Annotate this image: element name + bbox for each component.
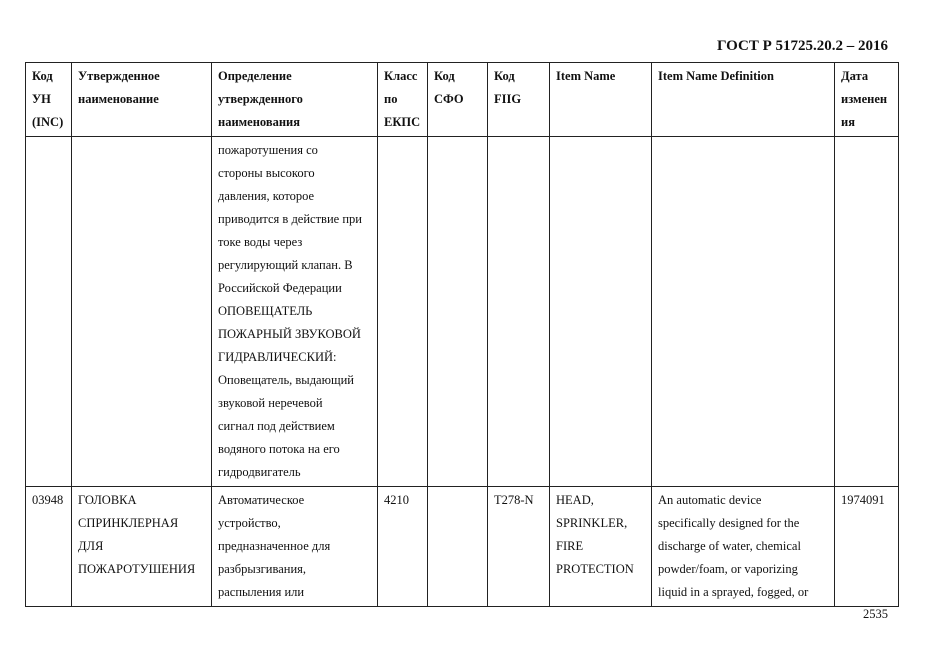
standard-designation: ГОСТ Р 51725.20.2 – 2016 bbox=[716, 38, 888, 54]
table-row bbox=[26, 487, 899, 607]
cell-empty bbox=[72, 137, 212, 487]
header-fiig: Код FIIG bbox=[488, 63, 550, 137]
table-header-row bbox=[26, 63, 899, 137]
cell-fiig: T278-N bbox=[488, 487, 550, 607]
header-class: Класс по ЕКПС bbox=[378, 63, 428, 137]
cell-empty bbox=[26, 137, 72, 487]
nomenclature-table bbox=[25, 62, 899, 607]
cell-class: 4210 bbox=[378, 487, 428, 607]
page-number: 2535 bbox=[863, 607, 888, 621]
cell-empty bbox=[550, 137, 652, 487]
table-row-continuation bbox=[26, 137, 899, 487]
header-inc: Код УН (INC) bbox=[26, 63, 72, 137]
header-date: Дата изменен ия bbox=[835, 63, 899, 137]
cell-inc: 03948 bbox=[26, 487, 72, 607]
cell-empty bbox=[652, 137, 835, 487]
cell-date: 1974091 bbox=[835, 487, 899, 607]
cell-approved-name: ГОЛОВКА СПРИНКЛЕРНАЯ ДЛЯ ПОЖАРОТУШЕНИЯ bbox=[72, 487, 212, 607]
header-definition: Определение утвержденного наименования bbox=[212, 63, 378, 137]
cell-empty bbox=[428, 137, 488, 487]
cell-definition: Автоматическое устройство, предназначенное для разбрызгивания, распыления или bbox=[212, 487, 378, 607]
header-item-name: Item Name bbox=[550, 63, 652, 137]
cell-sfo bbox=[428, 487, 488, 607]
header-item-name-definition: Item Name Definition bbox=[652, 63, 835, 137]
cell-empty bbox=[488, 137, 550, 487]
header-approved-name: Утвержденное наименование bbox=[72, 63, 212, 137]
cell-definition-continued: пожаротушения со стороны высокого давления, которое приводится в действие при токе воды через регулирующий клапан. В Российской Федерации ОПОВЕЩАТЕЛЬ ПОЖАРНЫЙ ЗВУКОВОЙ ГИДРАВЛИЧЕСКИЙ: Оповещатель, выдающий звуковой неречевой сигнал под действием водяного потока на его гидродвигатель bbox=[212, 137, 378, 487]
cell-empty bbox=[378, 137, 428, 487]
cell-item-name-definition: An automatic device specifically designed for the discharge of water, chemical powder/foam, or vaporizing liquid in a sprayed, fogged, or bbox=[652, 487, 835, 607]
cell-empty bbox=[835, 137, 899, 487]
header-sfo: Код СФО bbox=[428, 63, 488, 137]
cell-item-name: HEAD, SPRINKLER, FIRE PROTECTION bbox=[550, 487, 652, 607]
